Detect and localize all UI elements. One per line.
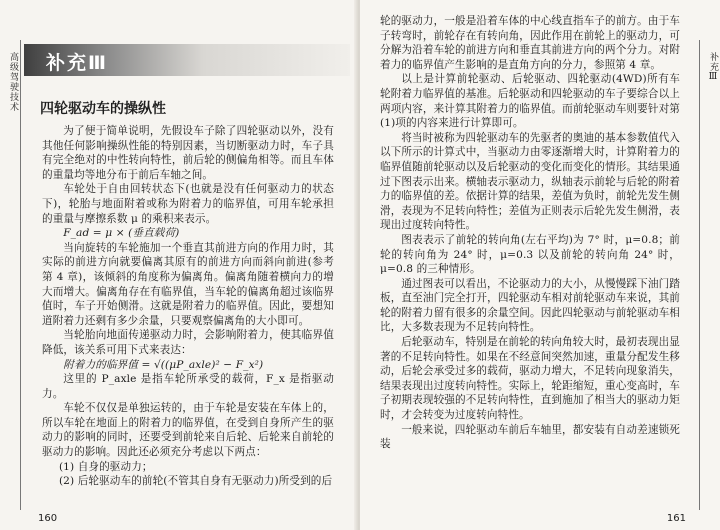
paragraph: 后轮驱动车，特别是在前轮的转向角较大时，最初表现出显著的不足转向特性。如果在不经意间突然加速，重量分配发生移动，后轮会承受过多的载荷，驱动力增大，不足转向现象消失，结果表现出过度转向特性。实际上，轮距缩短，重心变高时，车子初期表现较强的不足转向特性，直到施加了相当大的驱动力矩时，才会转变为过度转向特性。: [380, 336, 680, 422]
paragraph: 轮的驱动力，一般是沿着车体的中心线直指车子的前方。由于车子转弯时，前轮存在有转向角，因此作用在前轮上的驱动力，可分解为沿着车轮的前进方向和垂直其前进方向的两个分力。对附着力的临界值产生影响的是直角方向的分力，参照第 4 章。: [380, 15, 680, 71]
paragraph: 当轮胎向地面传递驱动力时，会影响附着力，使其临界值降低，该关系可用下式来表达：: [42, 329, 334, 356]
paragraph: 车轮不仅仅是单独运转的，由于车轮是安装在车体上的，所以车轮在地面上的附着力的临界值，在受到自身所产生的驱动力的影响的同时，还要受到前轮来自后轮、后轮来自前轮的驱动力的影响。因此还必须充分考虑以下两点：: [42, 402, 334, 459]
paragraph: 一般来说，四轮驱动车前后车轴里，都安装有自动差速锁死装: [380, 423, 680, 451]
margin-rule: [699, 40, 700, 510]
margin-rule: [20, 40, 21, 510]
paragraph: 将当时被称为四轮驱动车的先驱者的奥迪的基本参数值代入以下所示的计算式中，当驱动力由零逐渐增大时，计算附着力的临界值随前轮驱动以及后轮驱动的变化而变化的情形。其结果通过下图表示出来。横轴表示驱动力，纵轴表示前轮与后轮的附着力的临界值的差。依据计算的结果，差值为负时，前轮先发生侧滑，表现为不足转向特性；差值为正则表示后轮先发生侧滑，表现出过度转向特性。: [380, 131, 680, 232]
formula: F_ad = μ × (垂直载荷): [63, 227, 180, 240]
list-item: (2) 后轮驱动车的前轮(不管其自身有无驱动力)所受到的后: [58, 475, 333, 488]
section-title: 四轮驱动车的操纵性: [40, 101, 166, 117]
right-body-text: [380, 14, 680, 452]
paragraph: 车轮处于自由回转状态下(也就是没有任何驱动力的状态下)，轮胎与地面附着或称为附着力的临界值，可用车轮承担的重量与摩擦系数 μ 的乘积来表示。: [42, 183, 334, 225]
list-item: (1) 自身的驱动力；: [58, 460, 153, 473]
paragraph: 为了便于简单说明，先假设车子除了四轮驱动以外，没有其他任何影响操纵性能的特别因素，当切断驱动力时，车子具有完全绝对的中性转向特性，前后轮的侧偏角相等。而且车体的重量均等地分布于前后车轴之间。: [42, 125, 334, 181]
paragraph: 当向旋转的车轮施加一个垂直其前进方向的作用力时，其实际的前进方向就要偏离其原有的前进方向而斜向前进(参考第 4 章)，该倾斜的角度称为偏离角。偏离角随着横向力的增大而增大。偏离角存在有临界值，当车轮的偏离角超过该临界值时，车子开始侧滑。这就是附着力的临界值。因此，要想知道附着力还剩有多少余量，只要观察偏离角的大小即可。: [42, 241, 334, 327]
left-page: [0, 0, 358, 530]
formula: 附着力的临界值 = √((μP_axle)² − F_x²): [63, 358, 264, 371]
paragraph: 这里的 P_axle 是指车轮所承受的载荷，F_x 是指驱动力。: [42, 373, 334, 400]
left-body-text: [42, 124, 334, 489]
page-number: 161: [666, 513, 686, 524]
paragraph: 图表表示了前轮的转向角(左右平均)为 7° 时，μ=0.8；前轮的转向角为 24° 时，μ=0.3 以及前轮的转向角 24° 时，μ=0.8 的三种情形。: [380, 233, 680, 276]
chapter-title: 补充Ⅲ: [46, 52, 108, 74]
running-header-book-title: 高级驾驶技术: [8, 52, 18, 112]
paragraph: 通过图表可以看出，不论驱动力的大小，从慢慢踩下油门踏板，直至油门完全打开，四轮驱动车相对前轮驱动车来说，其前轮的附着力留有很多的余量空间。因此四轮驱动与前轮驱动车相比，大多数表现为不足转向特性。: [380, 277, 680, 334]
page-number: 160: [38, 513, 58, 524]
chapter-banner: [24, 44, 350, 76]
paragraph: 以上是计算前轮驱动、后轮驱动、四轮驱动(4WD)所有车轮附着力临界值的基准。后轮驱动和四轮驱动的车子要综合以上两项内容，来计算其附着力的临界值。而前轮驱动车则要针对第(1)项的内容来进行计算即可。: [380, 73, 680, 130]
running-header-chapter: 补充Ⅲ: [708, 52, 718, 83]
